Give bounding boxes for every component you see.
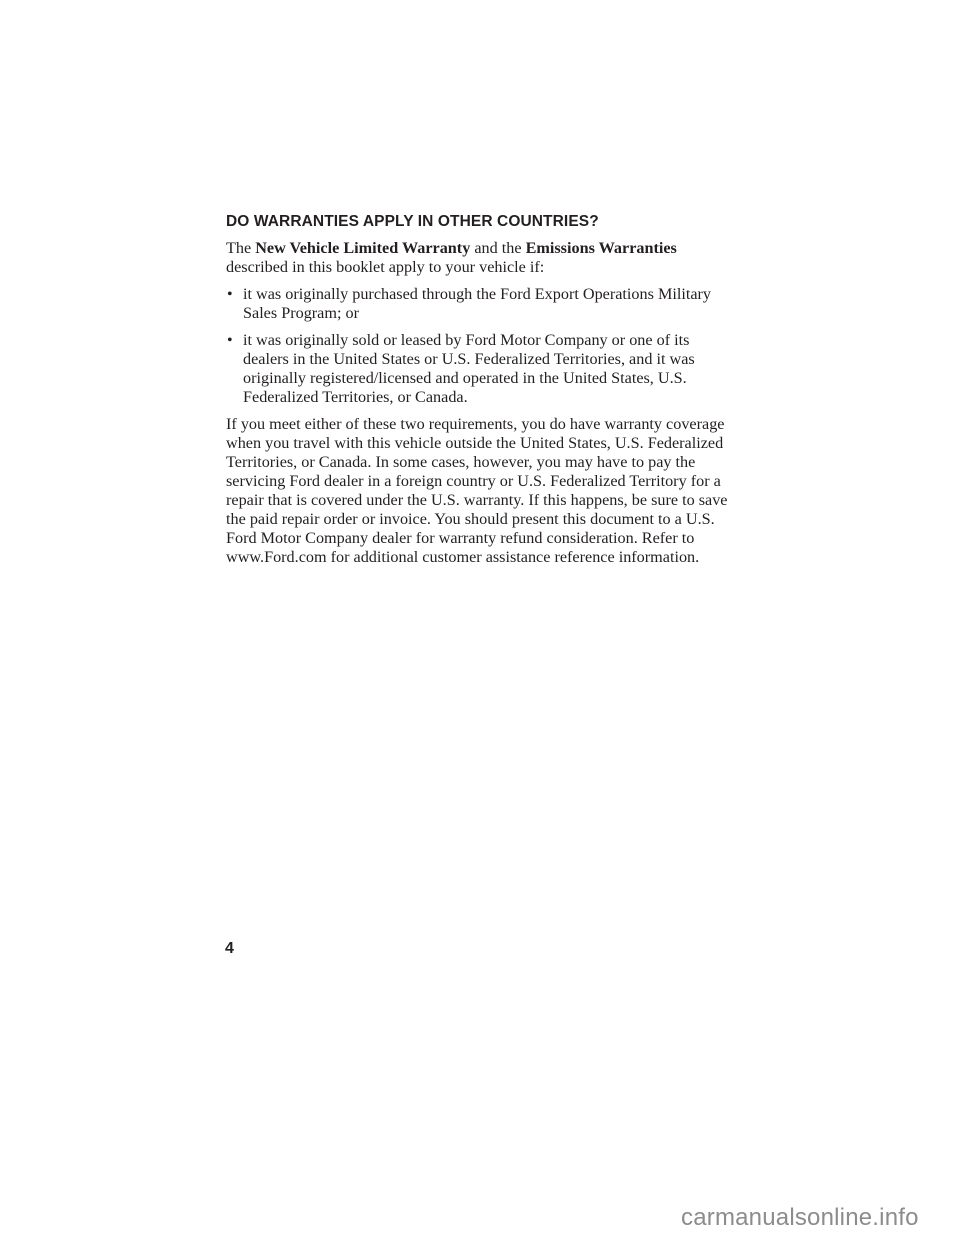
intro-prefix: The bbox=[226, 239, 256, 257]
warranty-name-new-vehicle: New Vehicle Limited Warranty bbox=[255, 239, 471, 257]
requirements-list bbox=[226, 285, 736, 407]
intro-middle: and the bbox=[470, 239, 526, 257]
document-content bbox=[226, 212, 736, 575]
section-heading: DO WARRANTIES APPLY IN OTHER COUNTRIES? bbox=[226, 213, 599, 230]
intro-paragraph bbox=[226, 239, 736, 277]
list-item bbox=[226, 331, 736, 407]
list-item bbox=[226, 285, 736, 323]
bullet-icon: • bbox=[227, 286, 233, 303]
page-number: 4 bbox=[225, 940, 234, 957]
list-item-text: it was originally purchased through the Ford Export Operations Military Sales Program; or bbox=[243, 285, 711, 322]
warranty-name-emissions: Emissions Warranties bbox=[525, 239, 677, 257]
list-item-text: it was originally sold or leased by Ford Motor Company or one of its dealers in the United States or U.S. Federalized Territories, and it was originally registered/licensed and operated in the United States, U.S. Federalized Territories, or Canada. bbox=[243, 331, 695, 406]
body-paragraph: If you meet either of these two requirements, you do have warranty coverage when you travel with this vehicle outside the United States, U.S. Federalized Territories, or Canada. In some cases, however, you may have to pay the servicing Ford dealer in a foreign country or U.S. Federalized Territory for a repair that is covered under the U.S. warranty. If this happens, be sure to save the paid repair order or invoice. You should present this document to a U.S. Ford Motor Company dealer for warranty refund consideration. Refer to www.Ford.com for additional customer assistance reference information. bbox=[226, 415, 728, 566]
watermark: carmanualsonline.info bbox=[681, 1204, 919, 1231]
bullet-icon: • bbox=[227, 332, 233, 349]
intro-suffix: described in this booklet apply to your vehicle if: bbox=[226, 258, 545, 276]
